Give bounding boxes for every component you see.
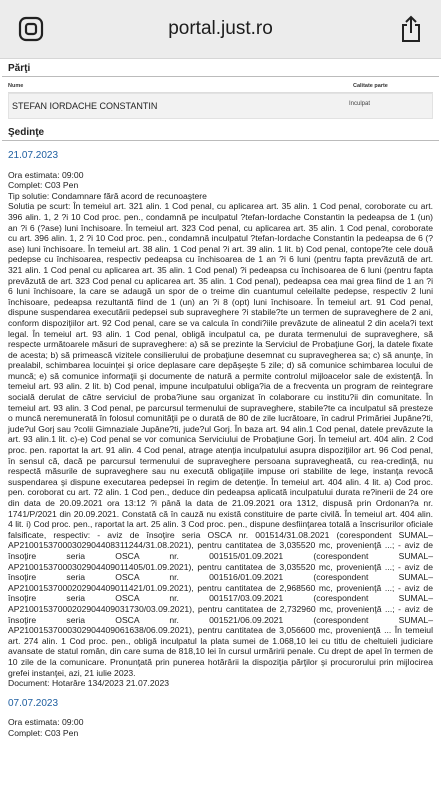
sedinta-solutie: Solutia pe scurt: În temeiul art. 321 alin. 1 Cod penal, cu aplicarea art. 35 alin. 1 Cod penal, coroborate cu art. 396 alin. 1, 2 ?i 10 Cod proc. pen., condamnă pe inculpatul ?tefan-Iordache Constantin la pedeapsa de 1 (un) an ?i 6 (?ase) luni închisoare. În temeiul art. 323 Cod penal, cu aplicarea art. 35 alin. 1 Cod penal, coroborate cu art. 396 alin. 1, 2 ?i 10 Cod proc. pen., condamnă inculpatul ?tefan-Iordache Constantin la pedeapsa de 6 (?ase) luni închisoare. În temeiul art. 38 alin. 1 Cod penal ?i art. 39 alin. 1 lit. b) Cod penal, contope?te cele două pedepse cu închisoarea, respectiv pedeapsa cu închisoarea de 1 an ?i 6 luni (pentru fapta prevăzută de art. 321 alin. 1 Cod penal cu aplicarea art. 35 alin. 1 Cod penal) ?i pedeapsa cu închisoarea de 6 luni (pentru fapta prevăzută de art. 323 Cod penal cu aplicarea art. 35 alin. 1 Cod penal), pedeapsa cea mai grea fiind de 1 an ?i 6 luni închisoare, la care se adaugă un spor de o treime din cuantumul celeilalte pedepse, respectiv 2 luni închisoare, pedeapsa rezultantă fiind de 1 (un) an ?i 8 (opt) luni închisoare. În temeiul art. 91 Cod penal, dispune suspendarea executării pedepsei sub supraveghere ?i stabile?te un termen de supraveghere de 2 ani, conform dispoziţiilor art. 92 Cod penal, care se va calcula în condi?iile prevăzute de alineatul 2 din acela?i text legal. În temeiul art. 93 alin. 1 Cod penal, obligă inculpatul ca, pe durata termenului de supraveghere, să respecte următoarele măsuri de supraveghere: a) să se prezinte la Serviciul de Probaţiune Gorj, la datele fixate de acesta; b) să primească vizitele consilierului de probaţiune desemnat cu supravegherea sa; c) să anunţe, în prealabil, schimbarea locuinţei şi orice deplasare care depăşeşte 5 zile; d) să comunice schimbarea locului de muncă; e) să comunice informaţii şi documente de natură a permite controlul mijloacelor sale de existenţă. În temeiul art. 93 alin. 2 lit. b) Cod penal, impune inculpatului obliga?ia de a frecventa un program de reintegrare socială derulat de către serviciul de proba?iune sau organizat în colaborare cu institu?ii din comunitate. În temeiul art. 93 alin. 3 Cod penal, pe parcursul termenului de supraveghere, stabile?te ca inculpatul să presteze o muncă neremunerată în folosul comunităţii pe o durată de 80 de zile lucrătoare, în cadrul Primăriei Jupâne?ti, jude?ul Gorj sau ?colii Gimnaziale Jupâne?ti, jude?ul Gorj. În baza art. 94 alin.1 Cod penal, datele prevăzute la art. 93 alin.1 lit. c)-e) Cod penal se vor comunica Serviciului de Probaţiune Gorj. În temeiul art. 404 alin. 2 Cod proc. pen. raportat la art. 91 alin. 4 Cod penal, atrage atenţia inculpatului asupra dispoziţiilor art. 96 Cod penal, în sensul că, dacă pe parcursul termenului de supraveghere persoana supravegheată, cu rea-credinţă, nu respectă măsurile de supraveghere sau nu execută obligaţiile impuse ori stabilite de lege, instanţa revocă suspendarea şi dispune executarea pedepsei în regim de detenţie. În temeiul art. 404 alin. 4 lit. a) Cod proc. pen. coroborat cu art. 72 alin. 1 Cod pen., deduce din pedeapsa aplicată inculpatului durata re?inerii de 24 ore din data de 20.09.2021 ora 13:12 ?i până la data de 21.09.2021 ora 1312, dispusă prin Ordonan?a nr. 1741/P/2021 din 20.09.2021. Constată că în cauză nu există constituire de parte civilă. În temeiul art. 404 alin. 4 lit. i) Cod proc. pen., raportat la art. 25 alin. 3 Cod proc. pen., dispune desfiinţarea totală a înscrisurilor oficiale falsificate, respectiv: - aviz de însoţire seria OSCA nr. 001514/31.08.2021 (corespondent SUMAL– AP21001537000302904408311244/31.08.2021), pentru cantitatea de 3,035520 mc, provenienţă ...; - aviz de însoţire seria OSCA nr. 001515/01.09.2021 (corespondent SUMAL– AP21001537000302904409011405/01.09.2021), pentru cantitatea de 3,035520 mc, provenienţă ...; - aviz de însoţire seria OSCA nr. 001516/01.09.2021 (corespondent SUMAL– AP21001537000202904409011421/01.09.2021), pentru cantitatea de 2,968560 mc, provenienţă ...; - aviz de însoţire seria OSCA nr. 001517/03.09.2021 (corespondent SUMAL– AP21001537000202904409031730/03.09.2021), pentru cantitatea de 2,732960 mc, provenienţă ...; - aviz de însoţire seria OSCA nr. 001521/06.09.2021 (corespondent SUMAL– AP21001537000302904409061638/06.09.2021), pentru cantitatea de 3,056600 mc, provenienţă ... În temeiul art. 274 alin. 1 Cod proc. pen., obligă inculpatul la plata sumei de 1.068,10 lei cu titlu de cheltuieli judiciare avansate de statul român, din care suma de 818,10 lei în cursul urmăririi penale. Cu drept de apel în termen de 10 zile de la comunicare. Pronunţată prin punerea hotărârii la dispoziţia părţilor şi procurorului prin mijlocirea grefei instanţei, azi, 21 iulie 2023. xyxy=(8,201,433,678)
sedinta-date: 07.07.2023 xyxy=(8,697,59,709)
party-name: STEFAN IORDACHE CONSTANTIN xyxy=(12,101,158,111)
col-name: Nume xyxy=(8,83,24,89)
sedinte-heading: Şedinţe xyxy=(2,123,439,141)
sedinta-document: Document: Hotarâre 134/2023 21.07.2023 xyxy=(8,678,170,689)
parti-table xyxy=(0,77,441,123)
sedinta-tip: Tip solutie: Condamnare fără acord de recunoaştere xyxy=(8,190,207,201)
sedinta-date: 21.07.2023 xyxy=(8,150,59,161)
browser-topbar xyxy=(0,0,441,59)
sedinta-ora: Ora estimata: 09:00 xyxy=(8,169,84,180)
sedinte-list xyxy=(0,141,441,752)
table-row xyxy=(8,93,433,119)
party-role: Inculpat xyxy=(349,101,371,107)
sedinta-ora: Ora estimata: 09:00 xyxy=(8,717,84,728)
tabs-icon[interactable] xyxy=(18,16,44,42)
sedinta-complet: Complet: C03 Pen xyxy=(8,727,79,738)
share-icon[interactable] xyxy=(399,15,423,43)
url-bar[interactable]: portal.just.ro xyxy=(168,18,273,39)
sedinta-item xyxy=(8,699,433,739)
sedinta-complet: Complet: C03 Pen xyxy=(8,180,79,191)
parti-heading: Părţi xyxy=(2,59,439,77)
col-role: Calitate parte xyxy=(353,83,388,89)
sedinta-item xyxy=(8,151,433,689)
parti-table-header xyxy=(8,83,433,93)
